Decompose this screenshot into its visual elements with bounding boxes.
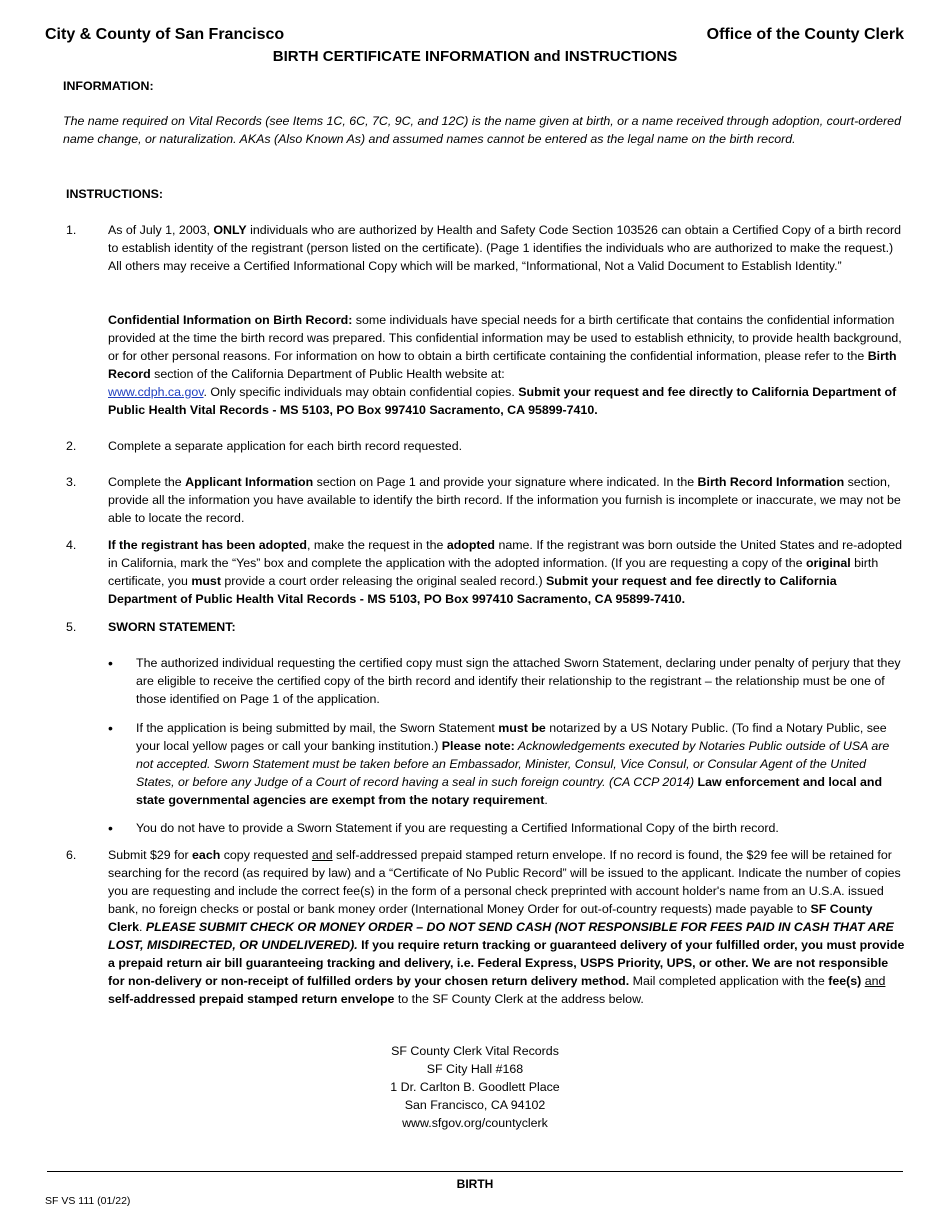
instructions-label: INSTRUCTIONS: bbox=[66, 187, 164, 201]
bullet-1: • bbox=[108, 655, 113, 671]
item-number-4: 4. bbox=[66, 538, 77, 552]
footer-section-label: BIRTH bbox=[456, 1177, 494, 1191]
item-3-text: Complete the Applicant Information section on Page 1 and provide your signature where indicated. In the Birth Record Information section, provide all the information you have available to identify the birth record. If the information you furnish is incomplete or inaccurate, we may not be able to locate the record. bbox=[108, 475, 901, 525]
address-line-4: San Francisco, CA 94102 bbox=[404, 1098, 546, 1112]
bullet-3: • bbox=[108, 820, 113, 836]
address-website: www.sfgov.org/countyclerk bbox=[402, 1116, 548, 1130]
sworn-bullet-3-text: You do not have to provide a Sworn Statement if you are requesting a Certified Informational Copy of the birth record. bbox=[136, 821, 779, 835]
item-number-3: 3. bbox=[66, 475, 77, 489]
cdph-website-link[interactable]: www.cdph.ca.gov bbox=[108, 385, 204, 399]
confidential-info-title: Confidential Information on Birth Record: bbox=[108, 313, 353, 327]
address-line-2: SF City Hall #168 bbox=[426, 1062, 524, 1076]
information-text: The name required on Vital Records (see Items 1C, 6C, 7C, 9C, and 12C) is the name given at birth, or a name received through adoption, court-ordered name change, or naturalization. AKAs (Also Known As) and assumed names cannot be entered as the legal name on the birth record. bbox=[63, 114, 901, 146]
page-title: BIRTH CERTIFICATE INFORMATION and INSTRUCTIONS bbox=[272, 48, 678, 65]
item-1-text: As of July 1, 2003, ONLY individuals who are authorized by Health and Safety Code Section 103526 can obtain a Certified Copy of a birth record to establish identity of the registrant (person listed on the certificate). (Page 1 identifies the individuals who are authorized to make the request.) All others may receive a Certified Informational Copy which will be marked, “Informational, Not a Valid Document to Establish Identity.” bbox=[108, 223, 902, 273]
sworn-bullet-2-text: If the application is being submitted by mail, the Sworn Statement must be notarized by a US Notary Public. (To find a Notary Public, see your local yellow pages or call your banking institution.) Please note: Acknowledgements executed by Notaries Public outside of USA are not accepted. Sworn Statement must be taken before an Embassador, Minister, Consul, Vice Consul, or Consular Agent of the United States, or before any Judge of a Court of record having a seal in such foreign country. (CA CCP 2014) Law enforcement and local and state governmental agencies are exempt from the notary requirement. bbox=[136, 721, 890, 807]
bullet-2: • bbox=[108, 720, 113, 736]
sworn-statement-title: SWORN STATEMENT: bbox=[108, 620, 236, 634]
header-agency: City & County of San Francisco bbox=[45, 26, 285, 43]
sworn-bullet-1-text: The authorized individual requesting the certified copy must sign the attached Sworn Statement, declaring under penalty of perjury that they are eligible to receive the certified copy of the birth record and identify their relationship to the registrant – the relationship must be one of those identified on Page 1 of the application. bbox=[136, 656, 901, 706]
mailing-address bbox=[0, 1042, 950, 1132]
item-number-2: 2. bbox=[66, 439, 77, 453]
confidential-info-paragraph: Confidential Information on Birth Record: some individuals have special needs for a birth certificate that contains the confidential information provided at the time the birth record was prepared. This confidential information may be used to establish ethnicity, to provide health background, or for other personal reasons. For information on how to obtain a birth certificate containing the confidential information, please refer to the Birth Record section of the California Department of Public Health website at: www.cdph.ca.gov. Only specific individuals may obtain confidential copies. Submit your request and fee directly to California Department of Public Health Vital Records - MS 5103, PO Box 997410 Sacramento, CA 95899-7410. bbox=[108, 313, 902, 417]
header-office: Office of the County Clerk bbox=[706, 26, 904, 43]
item-number-1: 1. bbox=[66, 223, 77, 237]
item-4-text: If the registrant has been adopted, make the request in the adopted name. If the registrant was born outside the United States and re-adopted in California, mark the “Yes” box and complete the application with the adopted information. (If you are requesting a copy of the original birth certificate, you must provide a court order releasing the original sealed record.) Submit your request and fee directly to California Department of Public Health Vital Records - MS 5103, PO Box 997410 Sacramento, CA 95899-7410. bbox=[108, 538, 903, 606]
item-number-5: 5. bbox=[66, 620, 77, 634]
item-6-text: Submit $29 for each copy requested and self-addressed prepaid stamped return envelope. If no record is found, the $29 fee will be retained for searching for the record (as required by law) and a “Certificate of No Public Record” will be issued to the applicant. Indicate the number of copies you are requesting and include the correct fee(s) in the form of a personal check preprinted with account holder's name from an U.S.A. issued bank, no foreign checks or postal or bank money order (International Money Order for out-of-country requests) made payable to SF County Clerk. PLEASE SUBMIT CHECK OR MONEY ORDER – DO NOT SEND CASH (NOT RESPONSIBLE FOR FEES PAID IN CASH THAT ARE LOST, MISDIRECTED, OR UNDELIVERED). If you require return tracking or guaranteed delivery of your fulfilled order, you must provide a prepaid return air bill guaranteeing tracking and delivery, i.e. Federal Express, USPS Priority, UPS, or other. We are not responsible for non-delivery or non-receipt of fulfilled orders by your chosen return delivery method. Mail completed application with the fee(s) and self-addressed prepaid stamped return envelope to the SF County Clerk at the address below. bbox=[108, 848, 905, 1006]
form-identifier: SF VS 111 (01/22) bbox=[45, 1195, 131, 1207]
address-line-1: SF County Clerk Vital Records bbox=[391, 1044, 559, 1058]
footer-divider bbox=[47, 1171, 903, 1172]
item-number-6: 6. bbox=[66, 848, 77, 862]
item-2-text: Complete a separate application for each birth record requested. bbox=[108, 439, 463, 453]
information-label: INFORMATION: bbox=[63, 79, 154, 93]
address-line-3: 1 Dr. Carlton B. Goodlett Place bbox=[390, 1080, 560, 1094]
